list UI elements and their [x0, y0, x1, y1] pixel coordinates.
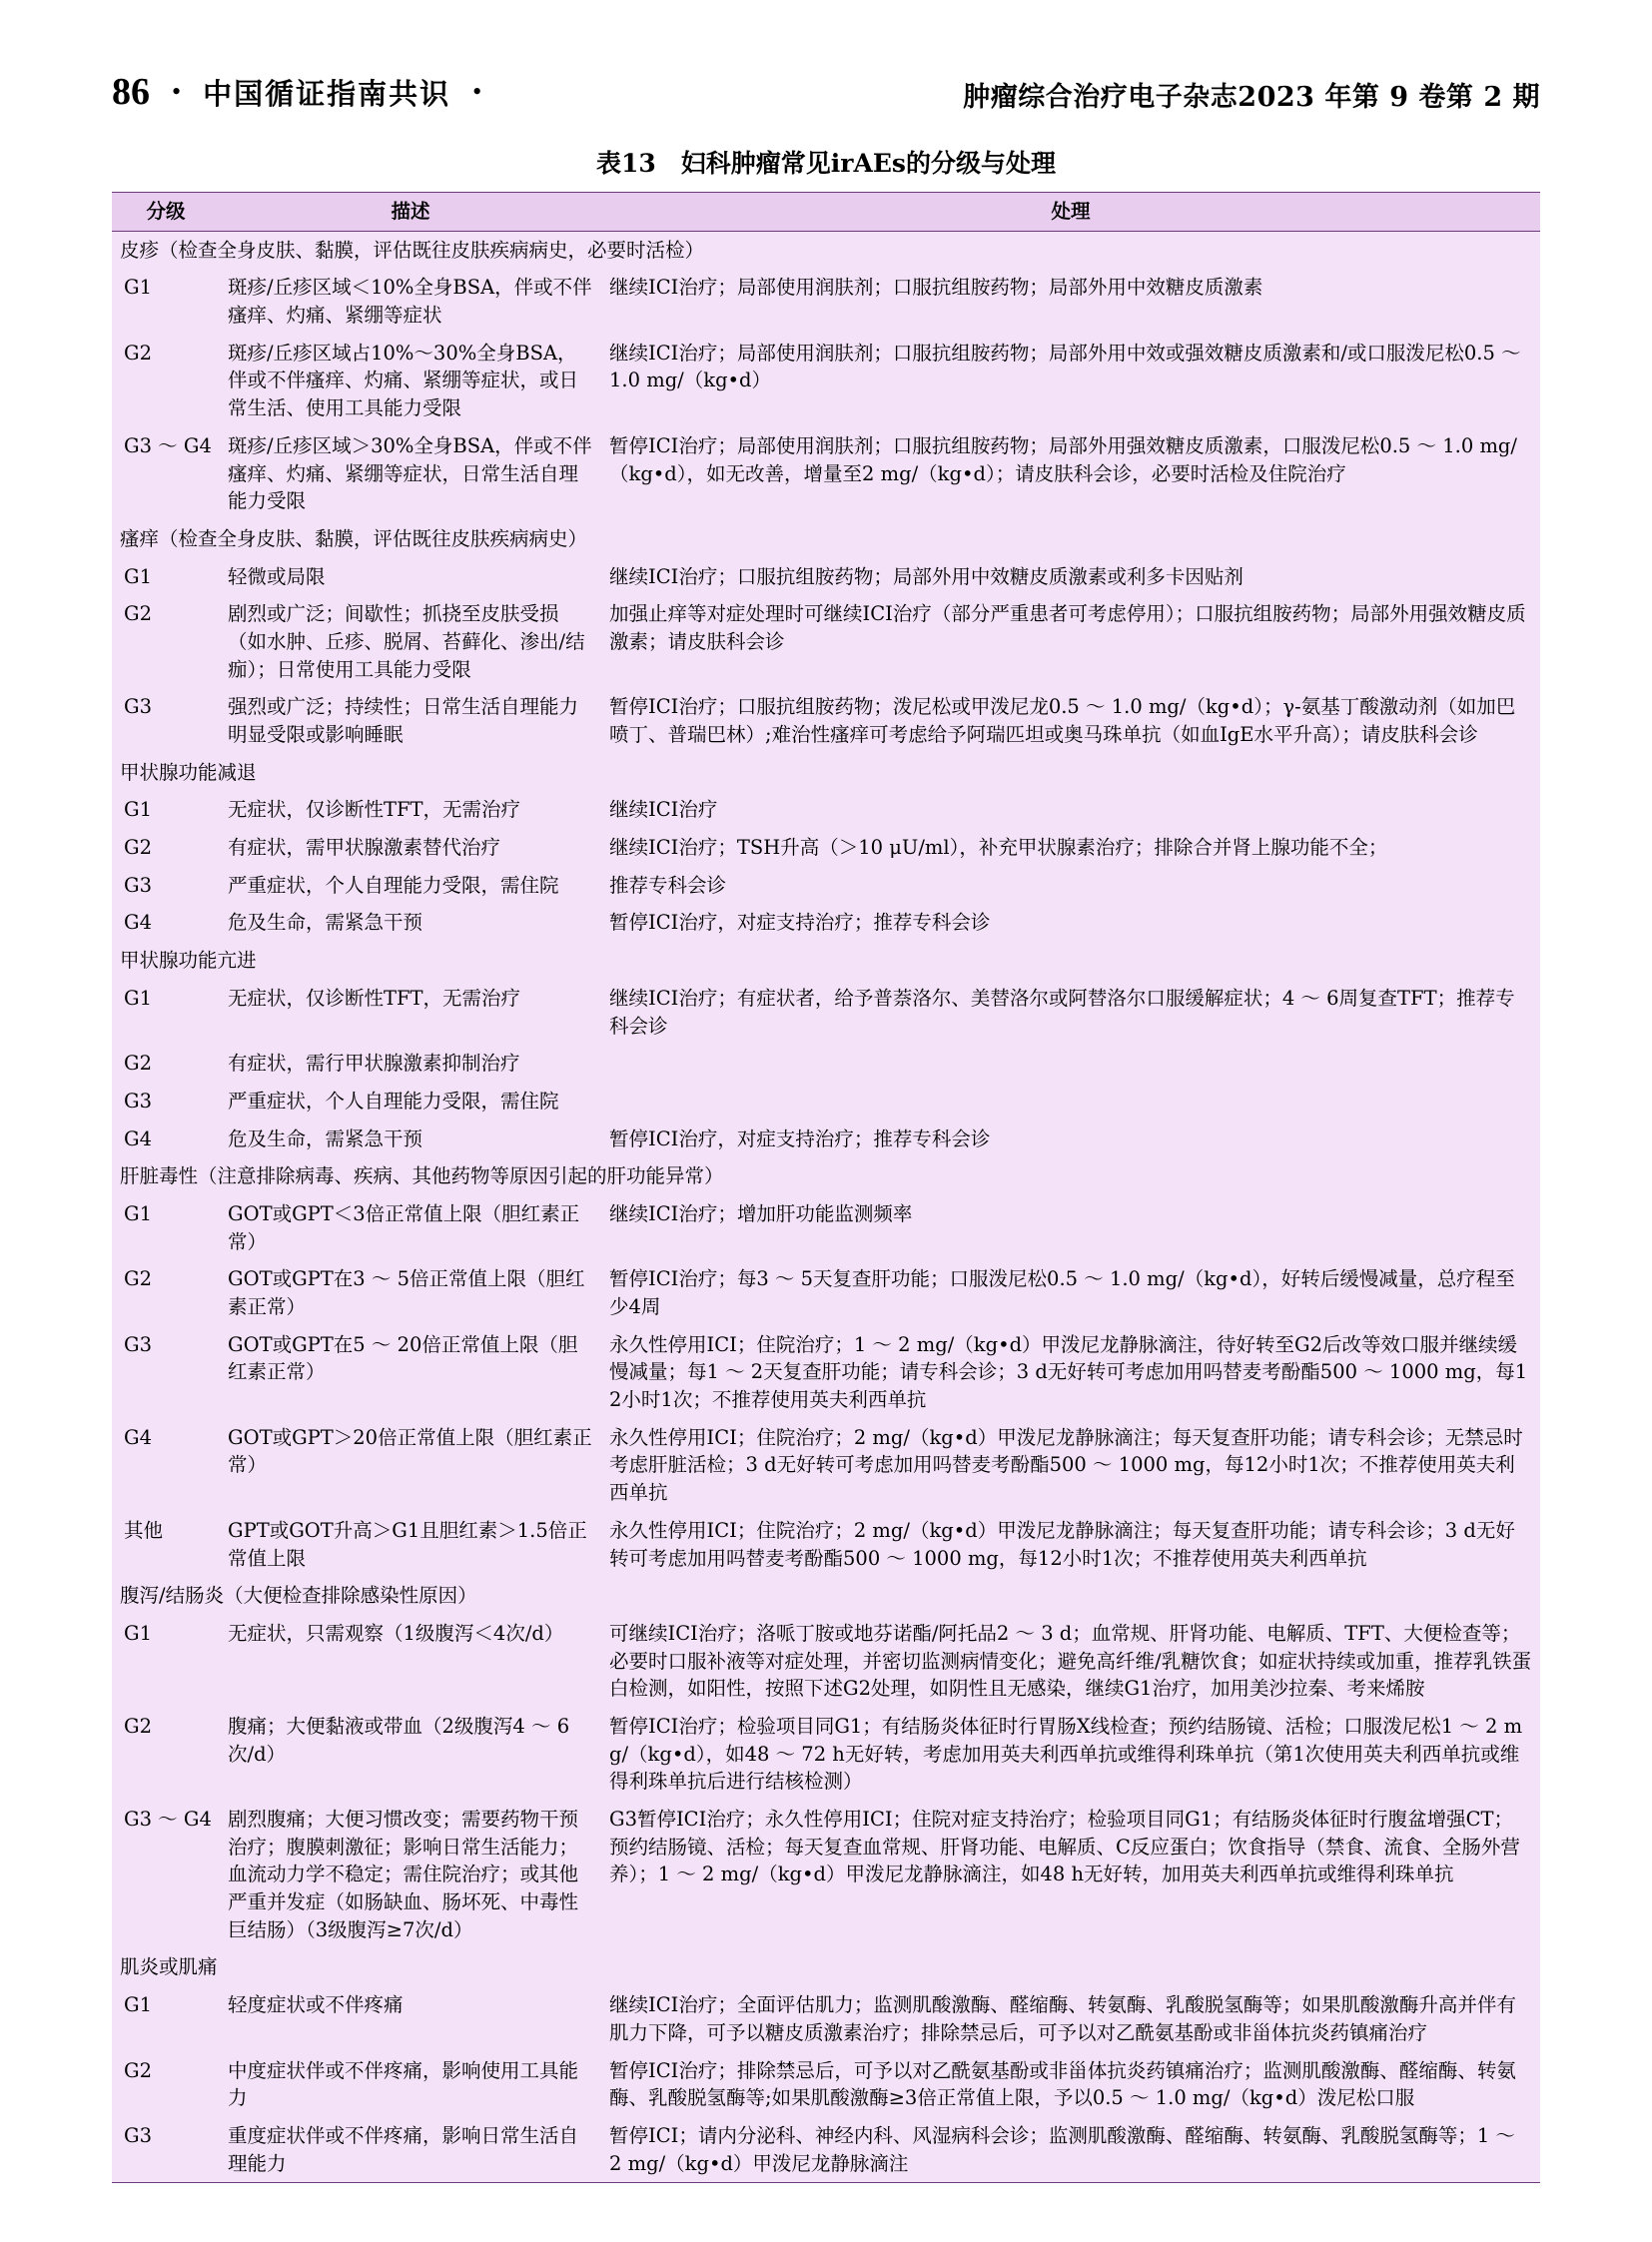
cell-management: 暂停ICI治疗；检验项目同G1；有结肠炎体征时行胃肠X线检查；预约结肠镜、活检；口服泼尼松1 ～ 2 mg/（kg•d），如48 ～ 72 h无好转，考虑加用英夫利西单抗或维得利珠单抗（第1次使用英夫利西单抗或维得利珠单抗后进行结核检测）: [601, 1708, 1540, 1801]
section-label: 甲状腺功能减退: [112, 754, 1540, 792]
table-section-row: [112, 942, 1540, 980]
cell-grade: G4: [112, 904, 220, 942]
cell-description: GOT或GPT在3 ～ 5倍正常值上限（胆红素正常）: [220, 1260, 601, 1325]
cell-description: 有症状，需行甲状腺激素抑制治疗: [220, 1045, 601, 1083]
cell-grade: G2: [112, 829, 220, 867]
cell-description: 剧烈腹痛；大便习惯改变；需要药物干预治疗；腹膜刺激征；影响日常生活能力；血流动力学不稳定；需住院治疗；或其他严重并发症（如肠缺血、肠坏死、中毒性巨结肠）（3级腹泻≥7次/d）: [220, 1801, 601, 1948]
section-label: 肌炎或肌痛: [112, 1948, 1540, 1986]
cell-grade: G1: [112, 1615, 220, 1708]
table-row: [112, 1260, 1540, 1325]
table-row: [112, 1121, 1540, 1158]
table-section-row: [112, 231, 1540, 269]
cell-description: 严重症状，个人自理能力受限，需住院: [220, 867, 601, 905]
cell-grade: G1: [112, 980, 220, 1045]
journal-issue-title: 肿瘤综合治疗电子杂志2023 年第 9 卷第 2 期: [963, 82, 1540, 113]
cell-description: 有症状，需甲状腺激素替代治疗: [220, 829, 601, 867]
cell-management: 继续ICI治疗: [601, 791, 1540, 829]
cell-description: 轻微或局限: [220, 558, 601, 596]
cell-grade: G1: [112, 558, 220, 596]
table-section-row: [112, 520, 1540, 558]
table-row: [112, 269, 1540, 334]
cell-management: 继续ICI治疗；TSH升高（＞10 μU/ml），补充甲状腺素治疗；排除合并肾上腺功能不全；: [601, 829, 1540, 867]
table-body: [112, 231, 1540, 2183]
table-caption: 表13 妇科肿瘤常见irAEs的分级与处理: [596, 149, 1056, 178]
cell-grade: G2: [112, 595, 220, 688]
table-row: [112, 1326, 1540, 1419]
bullet-dot-left: •: [172, 77, 182, 106]
table-row: [112, 595, 1540, 688]
cell-grade: G3: [112, 688, 220, 753]
cell-grade: G3: [112, 1326, 220, 1419]
table-row: [112, 1512, 1540, 1577]
cell-management: 永久性停用ICI；住院治疗；2 mg/（kg•d）甲泼尼龙静脉滴注；每天复查肝功能；请专科会诊；无禁忌时考虑肝脏活检；3 d无好转可考虑加用吗替麦考酚酯500 ～ 1000 mg，每12小时1次；不推荐使用英夫利西单抗: [601, 1419, 1540, 1512]
section-label: 肝脏毒性（注意排除病毒、疾病、其他药物等原因引起的肝功能异常）: [112, 1157, 1540, 1195]
table-row: [112, 1708, 1540, 1801]
table-row: [112, 1986, 1540, 2051]
cell-grade: G4: [112, 1419, 220, 1512]
cell-management: 暂停ICI治疗；排除禁忌后，可予以对乙酰氨基酚或非甾体抗炎药镇痛治疗；监测肌酸激酶、醛缩酶、转氨酶、乳酸脱氢酶等;如果肌酸激酶≥3倍正常值上限，予以0.5 ～ 1.0 mg/（kg•d）泼尼松口服: [601, 2052, 1540, 2117]
table-row: [112, 2117, 1540, 2183]
cell-management: 暂停ICI治疗；局部使用润肤剂；口服抗组胺药物；局部外用强效糖皮质激素，口服泼尼松0.5 ～ 1.0 mg/（kg•d），如无改善，增量至2 mg/（kg•d）；请皮肤科会诊，必要时活检及住院治疗: [601, 427, 1540, 520]
cell-grade: G3 ～ G4: [112, 1801, 220, 1948]
table-row: [112, 1615, 1540, 1708]
table-row: [112, 427, 1540, 520]
column-header-description: 描述: [220, 193, 601, 232]
cell-grade: G2: [112, 1260, 220, 1325]
cell-management: 永久性停用ICI；住院治疗；2 mg/（kg•d）甲泼尼龙静脉滴注；每天复查肝功能；请专科会诊；3 d无好转可考虑加用吗替麦考酚酯500 ～ 1000 mg，每12小时1次；不推荐使用英夫利西单抗: [601, 1512, 1540, 1577]
cell-grade: G3 ～ G4: [112, 427, 220, 520]
cell-description: 严重症状，个人自理能力受限，需住院: [220, 1083, 601, 1121]
cell-grade: G1: [112, 1986, 220, 2051]
table-row: [112, 980, 1540, 1045]
section-label: 甲状腺功能亢进: [112, 942, 1540, 980]
cell-description: 腹痛；大便黏液或带血（2级腹泻4 ～ 6次/d）: [220, 1708, 601, 1801]
cell-grade: G2: [112, 335, 220, 427]
cell-management: 继续ICI治疗；局部使用润肤剂；口服抗组胺药物；局部外用中效糖皮质激素: [601, 269, 1540, 334]
table-section-row: [112, 754, 1540, 792]
column-header-management: 处理: [601, 193, 1540, 232]
cell-grade: G2: [112, 1045, 220, 1083]
table-row: [112, 2052, 1540, 2117]
cell-grade: G2: [112, 1708, 220, 1801]
cell-description: 轻度症状或不伴疼痛: [220, 1986, 601, 2051]
cell-description: 危及生命，需紧急干预: [220, 904, 601, 942]
page-header: [0, 0, 1652, 114]
table-row: [112, 688, 1540, 753]
table-row: [112, 1419, 1540, 1512]
cell-description: 中度症状伴或不伴疼痛，影响使用工具能力: [220, 2052, 601, 2117]
cell-description: 斑疹/丘疹区域占10%～30%全身BSA，伴或不伴瘙痒、灼痛、紧绷等症状，或日常生活、使用工具能力受限: [220, 335, 601, 427]
cell-grade: G3: [112, 1083, 220, 1121]
cell-description: GOT或GPT＞20倍正常值上限（胆红素正常）: [220, 1419, 601, 1512]
cell-grade: G3: [112, 2117, 220, 2183]
section-label: 瘙痒（检查全身皮肤、黏膜，评估既往皮肤疾病病史）: [112, 520, 1540, 558]
cell-management: 暂停ICI治疗，对症支持治疗；推荐专科会诊: [601, 904, 1540, 942]
cell-management: 暂停ICI治疗，对症支持治疗；推荐专科会诊: [601, 1121, 1540, 1158]
cell-grade: G1: [112, 1195, 220, 1260]
cell-management: 继续ICI治疗；局部使用润肤剂；口服抗组胺药物；局部外用中效或强效糖皮质激素和/或口服泼尼松0.5 ～ 1.0 mg/（kg•d）: [601, 335, 1540, 427]
cell-management: 推荐专科会诊: [601, 867, 1540, 905]
cell-description: 危及生命，需紧急干预: [220, 1121, 601, 1158]
cell-grade: 其他: [112, 1512, 220, 1577]
cell-description: GOT或GPT＜3倍正常值上限（胆红素正常）: [220, 1195, 601, 1260]
cell-management: 加强止痒等对症处理时可继续ICI治疗（部分严重患者可考虑停用）；口服抗组胺药物；局部外用强效糖皮质激素；请皮肤科会诊: [601, 595, 1540, 688]
cell-management: 可继续ICI治疗；洛哌丁胺或地芬诺酯/阿托品2 ～ 3 d；血常规、肝肾功能、电解质、TFT、大便检查等；必要时口服补液等对症处理，并密切监测病情变化；避免高纤维/乳糖饮食；如症状持续或加重，推荐乳铁蛋白检测，如阳性，按照下述G2处理，如阴性且无感染，继续G1治疗，加用美沙拉秦、考来烯胺: [601, 1615, 1540, 1708]
cell-management: [601, 1045, 1540, 1083]
cell-grade: G4: [112, 1121, 220, 1158]
cell-grade: G3: [112, 867, 220, 905]
table-row: [112, 904, 1540, 942]
bullet-dot-right: •: [472, 77, 482, 106]
table-row: [112, 335, 1540, 427]
cell-management: 继续ICI治疗；口服抗组胺药物；局部外用中效糖皮质激素或利多卡因贴剂: [601, 558, 1540, 596]
cell-management: 永久性停用ICI；住院治疗；1 ～ 2 mg/（kg•d）甲泼尼龙静脉滴注，待好转至G2后改等效口服并继续缓慢减量；每1 ～ 2天复查肝功能；请专科会诊；3 d无好转可考虑加用吗替麦考酚酯500 ～ 1000 mg，每12小时1次；不推荐使用英夫利西单抗: [601, 1326, 1540, 1419]
table-row: [112, 1801, 1540, 1948]
table-row: [112, 829, 1540, 867]
section-label: 腹泻/结肠炎（大便检查排除感染性原因）: [112, 1577, 1540, 1615]
cell-grade: G2: [112, 2052, 220, 2117]
cell-management: G3暂停ICI治疗；永久性停用ICI；住院对症支持治疗；检验项目同G1；有结肠炎体征时行腹盆增强CT；预约结肠镜、活检；每天复查血常规、肝肾功能、电解质、C反应蛋白；饮食指导（禁食、流食、全肠外营养）；1 ～ 2 mg/（kg•d）甲泼尼龙静脉滴注，如48 h无好转，加用英夫利西单抗或维得利珠单抗: [601, 1801, 1540, 1948]
cell-description: 斑疹/丘疹区域＞30%全身BSA，伴或不伴瘙痒、灼痛、紧绷等症状，日常生活自理能力受限: [220, 427, 601, 520]
table-section-row: [112, 1577, 1540, 1615]
cell-description: 无症状，只需观察（1级腹泻＜4次/d）: [220, 1615, 601, 1708]
cell-description: 重度症状伴或不伴疼痛，影响日常生活自理能力: [220, 2117, 601, 2183]
cell-description: 无症状，仅诊断性TFT，无需治疗: [220, 791, 601, 829]
table-section-row: [112, 1948, 1540, 1986]
table-row: [112, 1195, 1540, 1260]
cell-management: 暂停ICI治疗；口服抗组胺药物；泼尼松或甲泼尼龙0.5 ～ 1.0 mg/（kg•d）；γ-氨基丁酸激动剂（如加巴喷丁、普瑞巴林）;难治性瘙痒可考虑给予阿瑞匹坦或奥马珠单抗（如血IgE水平升高）；请皮肤科会诊: [601, 688, 1540, 753]
cell-description: GOT或GPT在5 ～ 20倍正常值上限（胆红素正常）: [220, 1326, 601, 1419]
cell-management: [601, 1083, 1540, 1121]
table-row: [112, 867, 1540, 905]
section-label: 皮疹（检查全身皮肤、黏膜，评估既往皮肤疾病病史，必要时活检）: [112, 231, 1540, 269]
cell-management: 暂停ICI；请内分泌科、神经内科、风湿病科会诊；监测肌酸激酶、醛缩酶、转氨酶、乳酸脱氢酶等；1 ～ 2 mg/（kg•d）甲泼尼龙静脉滴注: [601, 2117, 1540, 2183]
cell-description: 剧烈或广泛；间歇性；抓挠至皮肤受损（如水肿、丘疹、脱屑、苔藓化、渗出/结痂）；日常使用工具能力受限: [220, 595, 601, 688]
table-row: [112, 558, 1540, 596]
journal-section-title: 中国循证指南共识: [203, 76, 451, 111]
column-header-grade: 分级: [112, 193, 220, 232]
cell-management: 继续ICI治疗；有症状者，给予普萘洛尔、美替洛尔或阿替洛尔口服缓解症状；4 ～ 6周复查TFT；推荐专科会诊: [601, 980, 1540, 1045]
cell-description: 无症状，仅诊断性TFT，无需治疗: [220, 980, 601, 1045]
cell-description: 斑疹/丘疹区域＜10%全身BSA，伴或不伴瘙痒、灼痛、紧绷等症状: [220, 269, 601, 334]
page-number: 86: [112, 71, 150, 113]
table-head: [112, 193, 1540, 232]
cell-description: GPT或GOT升高＞G1且胆红素＞1.5倍正常值上限: [220, 1512, 601, 1577]
table-row: [112, 791, 1540, 829]
cell-management: 暂停ICI治疗；每3 ～ 5天复查肝功能；口服泼尼松0.5 ～ 1.0 mg/（kg•d），好转后缓慢减量，总疗程至少4周: [601, 1260, 1540, 1325]
irae-grading-table: [112, 192, 1540, 2183]
cell-grade: G1: [112, 791, 220, 829]
cell-management: 继续ICI治疗；全面评估肌力；监测肌酸激酶、醛缩酶、转氨酶、乳酸脱氢酶等；如果肌酸激酶升高并伴有肌力下降，可予以糖皮质激素治疗；排除禁忌后，可予以对乙酰氨基酚或非甾体抗炎药镇痛治疗: [601, 1986, 1540, 2051]
table-row: [112, 1083, 1540, 1121]
header-left: [112, 70, 485, 114]
cell-management: 继续ICI治疗；增加肝功能监测频率: [601, 1195, 1540, 1260]
cell-grade: G1: [112, 269, 220, 334]
table-header-row: [112, 193, 1540, 232]
cell-description: 强烈或广泛；持续性；日常生活自理能力明显受限或影响睡眠: [220, 688, 601, 753]
table-section-row: [112, 1157, 1540, 1195]
table-row: [112, 1045, 1540, 1083]
